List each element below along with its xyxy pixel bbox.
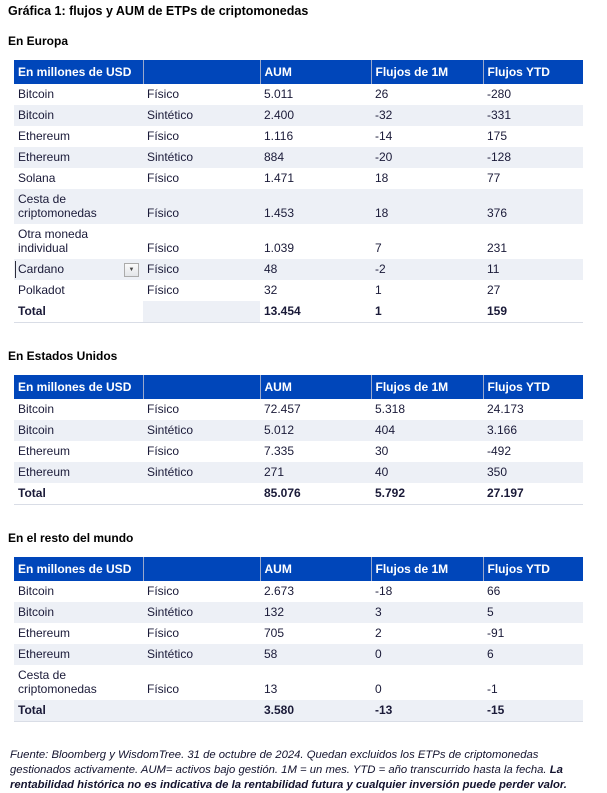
flows-ytd-cell: 6 bbox=[483, 644, 583, 665]
type-cell: Físico bbox=[147, 444, 180, 458]
asset-label: Ethereum bbox=[18, 444, 71, 458]
header-row bbox=[14, 557, 583, 581]
asset-cell bbox=[14, 84, 143, 105]
column-header: AUM bbox=[260, 60, 371, 84]
aum-cell: 85.076 bbox=[264, 486, 301, 500]
asset-cell bbox=[14, 224, 143, 259]
flows-ytd-cell: -331 bbox=[483, 105, 583, 126]
asset-cell bbox=[14, 126, 143, 147]
total-row bbox=[14, 700, 583, 722]
table-row bbox=[14, 462, 583, 483]
flows-ytd-cell: 11 bbox=[483, 259, 583, 280]
type-cell: Sintético bbox=[143, 602, 260, 623]
footnote-disclaimer: La rentabilidad histórica no es indicativa de la rentabilidad futura y cualquier inversión puede perder valor. bbox=[10, 764, 567, 791]
type-cell: Físico bbox=[143, 259, 260, 280]
section-rest-of-world bbox=[8, 531, 591, 722]
flows-1m-cell: 40 bbox=[371, 462, 483, 483]
flows-1m-cell: 5.792 bbox=[375, 486, 406, 500]
asset-label: Cesta de criptomonedas bbox=[18, 668, 97, 696]
text-cursor bbox=[15, 261, 16, 278]
flows-ytd-cell: 3.166 bbox=[483, 420, 583, 441]
table-row bbox=[14, 189, 583, 224]
table-row bbox=[14, 602, 583, 623]
flows-1m-cell: 3 bbox=[371, 602, 483, 623]
flows-1m-cell: -20 bbox=[371, 147, 483, 168]
section-europe bbox=[8, 34, 591, 323]
type-cell: Físico bbox=[147, 584, 180, 598]
asset-cell bbox=[14, 168, 143, 189]
column-header: Flujos YTD bbox=[483, 557, 583, 581]
flows-1m-cell: 18 bbox=[371, 189, 483, 224]
flows-ytd-cell: 24.173 bbox=[487, 402, 524, 416]
column-header bbox=[143, 60, 260, 84]
europe-table bbox=[14, 60, 583, 323]
type-cell: Sintético bbox=[143, 105, 260, 126]
column-header: Flujos de 1M bbox=[371, 557, 483, 581]
asset-label: Otra moneda individual bbox=[18, 227, 89, 255]
header-row bbox=[14, 375, 583, 399]
aum-cell: 1.116 bbox=[264, 129, 294, 143]
asset-cell bbox=[14, 623, 143, 644]
asset-cell bbox=[14, 147, 143, 168]
aum-cell: 1.453 bbox=[260, 189, 371, 224]
column-header: Flujos YTD bbox=[483, 375, 583, 399]
aum-cell: 2.400 bbox=[260, 105, 371, 126]
total-label: Total bbox=[14, 700, 143, 722]
flows-ytd-cell: -91 bbox=[487, 626, 505, 640]
asset-cell bbox=[14, 420, 143, 441]
type-cell: Físico bbox=[147, 283, 180, 297]
flows-1m-cell: 0 bbox=[375, 682, 382, 696]
flows-1m-cell: -32 bbox=[371, 105, 483, 126]
flows-ytd-cell: -280 bbox=[487, 87, 512, 101]
flows-ytd-cell: 27.197 bbox=[487, 486, 524, 500]
type-cell: Físico bbox=[147, 129, 180, 143]
flows-ytd-cell: 77 bbox=[487, 171, 501, 185]
column-header: Flujos de 1M bbox=[371, 375, 483, 399]
footnote-text: Fuente: Bloomberg y WisdomTree. 31 de octubre de 2024. Quedan excluidos los ETPs de criptomonedas gestionados activamente. AUM= activos bajo gestión. 1M = un mes. YTD = año transcurrido hasta la fecha. bbox=[10, 749, 550, 776]
table-row bbox=[14, 168, 583, 189]
type-cell: Físico bbox=[147, 682, 180, 696]
asset-cell bbox=[14, 665, 143, 700]
type-cell: Físico bbox=[143, 189, 260, 224]
type-cell: Físico bbox=[147, 241, 180, 255]
aum-cell: 132 bbox=[260, 602, 371, 623]
asset-cell bbox=[14, 602, 143, 623]
header-row bbox=[14, 60, 583, 84]
aum-cell: 1.039 bbox=[264, 241, 295, 255]
flows-1m-cell: -14 bbox=[375, 129, 393, 143]
aum-cell: 271 bbox=[260, 462, 371, 483]
section-heading-united-states: En Estados Unidos bbox=[8, 349, 118, 363]
asset-label: Ethereum bbox=[18, 150, 71, 164]
flows-ytd-cell: -128 bbox=[483, 147, 583, 168]
flows-ytd-cell: 159 bbox=[487, 304, 508, 318]
section-heading-europe: En Europa bbox=[8, 34, 69, 48]
table-row bbox=[14, 665, 583, 700]
aum-cell: 5.012 bbox=[260, 420, 371, 441]
asset-cell bbox=[14, 441, 143, 462]
asset-label: Cardano bbox=[18, 262, 65, 276]
table-row bbox=[14, 399, 583, 420]
type-cell bbox=[143, 700, 260, 722]
flows-ytd-cell: -15 bbox=[483, 700, 583, 722]
flows-ytd-cell: 376 bbox=[483, 189, 583, 224]
type-cell bbox=[143, 483, 260, 505]
flows-1m-cell: -18 bbox=[375, 584, 393, 598]
table-row bbox=[14, 147, 583, 168]
type-cell: Físico bbox=[147, 402, 180, 416]
asset-label: Polkadot bbox=[18, 283, 65, 297]
table-row bbox=[14, 105, 583, 126]
page-title: Gráfica 1: flujos y AUM de ETPs de criptomonedas bbox=[8, 4, 309, 18]
cell-dropdown-button[interactable] bbox=[124, 263, 139, 277]
aum-cell: 7.335 bbox=[264, 444, 295, 458]
asset-label: Ethereum bbox=[18, 626, 71, 640]
column-header bbox=[143, 375, 260, 399]
flows-ytd-cell: 27 bbox=[487, 283, 501, 297]
table-row bbox=[14, 259, 583, 280]
column-header: Flujos YTD bbox=[483, 60, 583, 84]
asset-label: Ethereum bbox=[18, 647, 71, 661]
section-united-states bbox=[8, 349, 591, 505]
aum-cell: 2.673 bbox=[264, 584, 295, 598]
section-heading-rest-of-world: En el resto del mundo bbox=[8, 531, 134, 545]
aum-cell: 72.457 bbox=[264, 402, 301, 416]
flows-1m-cell: 1 bbox=[375, 304, 382, 318]
flows-1m-cell: 18 bbox=[375, 171, 389, 185]
flows-1m-cell: -2 bbox=[371, 259, 483, 280]
type-cell: Físico bbox=[147, 626, 180, 640]
asset-label: Bitcoin bbox=[18, 87, 55, 101]
flows-1m-cell: 404 bbox=[371, 420, 483, 441]
asset-label: Solana bbox=[18, 171, 56, 185]
table-row bbox=[14, 581, 583, 602]
column-header bbox=[143, 557, 260, 581]
asset-label: Ethereum bbox=[18, 129, 71, 143]
total-row bbox=[14, 483, 583, 505]
source-footnote bbox=[10, 748, 588, 793]
asset-cell bbox=[14, 105, 143, 126]
aum-cell: 705 bbox=[264, 626, 285, 640]
column-header: Flujos de 1M bbox=[371, 60, 483, 84]
aum-cell: 5.011 bbox=[264, 87, 294, 101]
aum-cell: 13.454 bbox=[264, 304, 301, 318]
table-row bbox=[14, 280, 583, 301]
table-row bbox=[14, 126, 583, 147]
table-row bbox=[14, 224, 583, 259]
united-states-table bbox=[14, 375, 583, 505]
column-header: En millones de USD bbox=[14, 375, 143, 399]
aum-cell: 48 bbox=[260, 259, 371, 280]
chevron-down-icon: ▼ bbox=[128, 266, 135, 273]
rest-of-world-table bbox=[14, 557, 583, 722]
flows-1m-cell: -13 bbox=[371, 700, 483, 722]
flows-ytd-cell: 350 bbox=[483, 462, 583, 483]
type-cell: Sintético bbox=[143, 147, 260, 168]
asset-label: Ethereum bbox=[18, 465, 71, 479]
column-header: En millones de USD bbox=[14, 557, 143, 581]
type-cell: Sintético bbox=[143, 462, 260, 483]
aum-cell: 32 bbox=[264, 283, 278, 297]
asset-cell bbox=[14, 399, 143, 420]
aum-cell: 3.580 bbox=[260, 700, 371, 722]
table-row bbox=[14, 644, 583, 665]
total-row bbox=[14, 301, 583, 323]
aum-cell: 13 bbox=[264, 682, 278, 696]
type-cell: Físico bbox=[147, 171, 180, 185]
total-label: Total bbox=[18, 304, 46, 318]
asset-cell bbox=[14, 189, 143, 224]
aum-cell: 1.471 bbox=[264, 171, 295, 185]
column-header: AUM bbox=[260, 375, 371, 399]
asset-cell bbox=[14, 462, 143, 483]
table-row bbox=[14, 420, 583, 441]
flows-ytd-cell: -1 bbox=[487, 682, 498, 696]
column-header: En millones de USD bbox=[14, 60, 143, 84]
flows-1m-cell: 5.318 bbox=[375, 402, 406, 416]
asset-label: Bitcoin bbox=[18, 584, 55, 598]
aum-cell: 884 bbox=[260, 147, 371, 168]
asset-label: Bitcoin bbox=[18, 402, 55, 416]
flows-ytd-cell: 66 bbox=[487, 584, 501, 598]
asset-cell bbox=[14, 259, 143, 280]
asset-cell bbox=[14, 581, 143, 602]
flows-ytd-cell: -492 bbox=[487, 444, 512, 458]
flows-1m-cell: 7 bbox=[375, 241, 382, 255]
total-label: Total bbox=[18, 486, 46, 500]
table-row bbox=[14, 84, 583, 105]
table-row bbox=[14, 623, 583, 644]
flows-1m-cell: 1 bbox=[375, 283, 382, 297]
flows-1m-cell: 26 bbox=[375, 87, 389, 101]
aum-cell: 58 bbox=[260, 644, 371, 665]
flows-ytd-cell: 175 bbox=[487, 129, 508, 143]
flows-ytd-cell: 5 bbox=[483, 602, 583, 623]
asset-cell bbox=[14, 644, 143, 665]
flows-1m-cell: 2 bbox=[375, 626, 382, 640]
asset-label: Bitcoin bbox=[18, 423, 55, 437]
type-cell bbox=[143, 301, 260, 323]
type-cell: Sintético bbox=[143, 644, 260, 665]
flows-ytd-cell: 231 bbox=[487, 241, 508, 255]
flows-1m-cell: 30 bbox=[375, 444, 389, 458]
type-cell: Sintético bbox=[143, 420, 260, 441]
type-cell: Físico bbox=[147, 87, 180, 101]
column-header: AUM bbox=[260, 557, 371, 581]
asset-label: Bitcoin bbox=[18, 605, 55, 619]
asset-cell bbox=[14, 280, 143, 301]
flows-1m-cell: 0 bbox=[371, 644, 483, 665]
asset-label: Cesta de criptomonedas bbox=[18, 192, 97, 220]
table-row bbox=[14, 441, 583, 462]
asset-label: Bitcoin bbox=[18, 108, 55, 122]
